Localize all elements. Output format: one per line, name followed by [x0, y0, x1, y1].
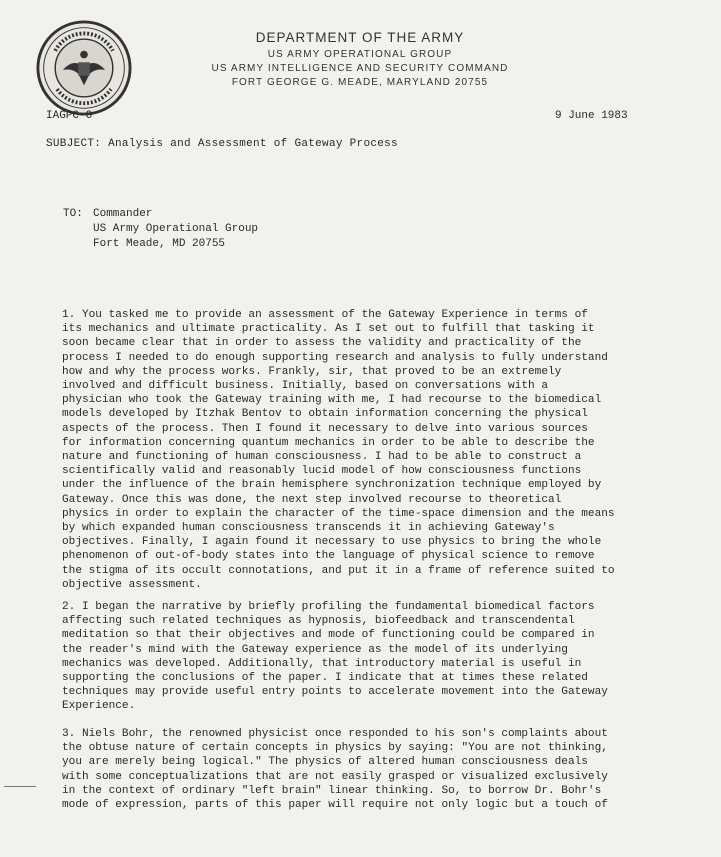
command-line: US ARMY INTELLIGENCE AND SECURITY COMMAND [211, 63, 509, 74]
to-label: TO: [63, 208, 83, 220]
group-line: US ARMY OPERATIONAL GROUP [267, 49, 453, 60]
text-line: 1. You tasked me to provide an assessment of the Gateway Experience in terms of [62, 309, 588, 321]
text-line: how and why the process works. Frankly, sir, that proved to be an extremely [62, 365, 562, 378]
text-line: meditation so that their objectives and mode of functioning could be compared in [62, 629, 595, 642]
department-title: DEPARTMENT OF THE ARMY [255, 30, 465, 45]
text-line: 2. I began the narrative by briefly profiling the fundamental biomedical factors [62, 601, 595, 613]
text-line: objectives. Finally, I again found it necessary to use physics to bring the whole [62, 536, 602, 549]
text-line: you are merely being logical." The physics of altered human consciousness deals [62, 756, 588, 769]
text-line: the reader's mind with the Gateway experience as the model of its underlying [62, 643, 568, 656]
text-line: objective assessment. [62, 578, 202, 591]
addressee-line: Fort Meade, MD 20755 [93, 238, 226, 250]
text-line: models developed by Itzhak Bentov to obtain information concerning the physical [62, 408, 588, 421]
text-line: physics in order to explain the character of the time-space dimension and the means [62, 507, 615, 520]
paragraph-2 [62, 600, 684, 714]
text-line: under the influence of the brain hemisphere synchronization technique employed by [62, 479, 602, 492]
addressee-line: US Army Operational Group [93, 223, 259, 235]
paragraph-1 [62, 308, 684, 592]
text-line: process I needed to do enough supporting research and analysis to fully understand [62, 351, 608, 364]
text-line: 3. Niels Bohr, the renowned physicist once responded to his son's complaints about [62, 728, 608, 740]
text-line: involved and difficult business. Initially, based on conversations with a [62, 380, 548, 393]
text-line: physician who took the Gateway training with me, I had recourse to the biomedical [62, 394, 602, 407]
text-line: aspects of the process. Then I found it necessary to delve into various sources [62, 422, 588, 435]
text-line: for information concerning quantum mechanics in order to be able to describe the [62, 436, 595, 449]
text-line: Gateway. Once this was done, the next step involved recourse to theoretical [62, 493, 562, 506]
location-line: FORT GEORGE G. MEADE, MARYLAND 20755 [231, 77, 489, 88]
text-line: affecting such related techniques as hypnosis, biofeedback and transcendental [62, 615, 575, 628]
text-line: nature and functioning of human consciousness. I had to be able to construct a [62, 451, 582, 464]
text-line: mechanics was developed. Additionally, that introductory material is useful in [62, 657, 582, 670]
paragraph-3 [62, 727, 684, 812]
army-seal-icon [36, 20, 132, 116]
text-line: its mechanics and ultimate practicality. As I set out to fulfill that tasking it [62, 323, 595, 336]
office-symbol: IAGPC-O [46, 110, 93, 122]
text-line: with some conceptualizations that are not easily grasped or visualized exclusively [62, 770, 608, 783]
text-line: the stigma of its occult connotations, and put it in a frame of reference suited to [62, 564, 615, 577]
text-line: Experience. [62, 700, 136, 713]
text-line: mode of expression, parts of this paper will require not only logic but a touch of [62, 799, 608, 812]
memo-date: 9 June 1983 [555, 110, 628, 122]
margin-mark [4, 786, 36, 787]
text-line: supporting the conclusions of the paper. I indicate that at times these related [62, 672, 588, 685]
text-line: by which expanded human consciousness transcends it in achieving Gateway's [62, 522, 555, 535]
text-line: techniques may provide useful entry points to accelerate movement into the Gateway [62, 686, 608, 699]
text-line: in the context of ordinary "left brain" linear thinking. So, to borrow Dr. Bohr's [62, 784, 602, 797]
addressee-block [63, 207, 258, 252]
subject-line: SUBJECT: Analysis and Assessment of Gateway Process [46, 138, 398, 150]
text-line: scientifically valid and reasonably lucid model of how consciousness functions [62, 465, 582, 478]
addressee-line: Commander [93, 208, 153, 220]
letterhead [150, 30, 570, 91]
text-line: phenomenon of out-of-body states into the language of physical science to remove [62, 550, 595, 563]
text-line: the obtuse nature of certain concepts in physics by saying: "You are not thinking, [62, 742, 608, 755]
text-line: soon became clear that in order to assess the validity and practicality of the [62, 337, 582, 350]
